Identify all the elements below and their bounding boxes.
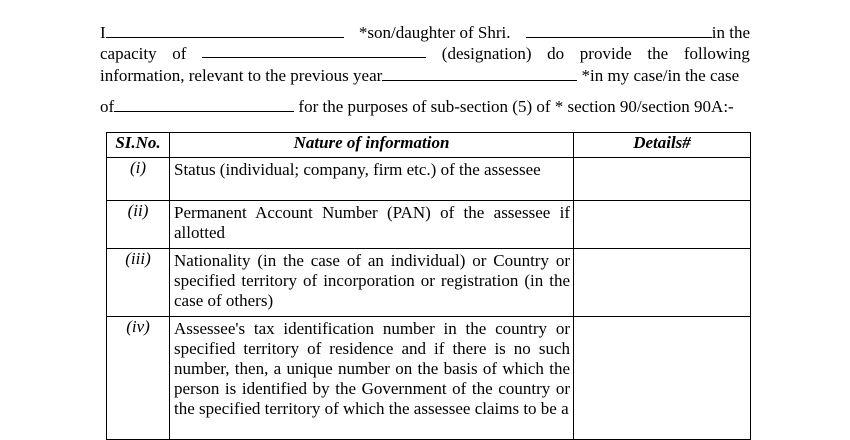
row-nature: Permanent Account Number (PAN) of the assessee if allotted (170, 201, 574, 249)
case-text: *in my case/in the case (581, 66, 740, 85)
father-name-blank[interactable] (526, 22, 712, 38)
case-of-blank[interactable] (114, 96, 294, 112)
relation-text: *son/daughter of Shri. (358, 23, 511, 42)
following-text: following (683, 44, 750, 63)
designation-blank[interactable] (202, 42, 426, 58)
declaration-line-1 (100, 21, 750, 44)
previous-year-blank[interactable] (382, 65, 577, 81)
do-text: do (547, 44, 565, 63)
information-table (106, 132, 751, 440)
row-nature: Assessee's tax identification number in the country or specified territory of residence and if there is no such number, then, a unique number on the basis of which the person is identified by the Government of the country or the specified territory of which the assessee claims to be a (170, 317, 574, 440)
table-row (107, 201, 751, 249)
declarant-name-blank[interactable] (106, 22, 344, 38)
row-details-cell[interactable] (574, 249, 751, 317)
row-sl-no: (ii) (107, 201, 170, 249)
declaration-line-2 (100, 42, 750, 65)
row-sl-no: (iv) (107, 317, 170, 440)
row-details-cell[interactable] (574, 317, 751, 440)
in-the-text: in the (711, 23, 750, 42)
purpose-text: for the purposes of sub-section (5) of * section 90/section 90A:- (298, 97, 734, 116)
capacity-text: capacity (100, 44, 157, 63)
row-sl-no: (i) (107, 158, 170, 201)
table-row (107, 249, 751, 317)
pronoun-text: I (100, 23, 106, 42)
table-row (107, 317, 751, 440)
header-details: Details# (574, 133, 751, 158)
table-header-row (107, 133, 751, 158)
of-text: of (172, 44, 187, 63)
declaration-line-4 (100, 95, 750, 118)
row-sl-no: (iii) (107, 249, 170, 317)
row-details-cell[interactable] (574, 201, 751, 249)
row-nature: Status (individual; company, firm etc.) of the assessee (170, 158, 574, 201)
the-text: the (647, 44, 669, 63)
table-row (107, 158, 751, 201)
header-nature: Nature of information (170, 133, 574, 158)
declaration-line-3 (100, 64, 750, 87)
row-nature: Nationality (in the case of an individual) or Country or specified territory of incorporation or registration (in the case of others) (170, 249, 574, 317)
previous-year-text: information, relevant to the previous year (100, 66, 383, 85)
provide-text: provide (579, 44, 632, 63)
of-case-text: of (100, 97, 115, 116)
row-details-cell[interactable] (574, 158, 751, 201)
designation-text: (designation) (441, 44, 532, 63)
header-sl-no: SI.No. (107, 133, 170, 158)
